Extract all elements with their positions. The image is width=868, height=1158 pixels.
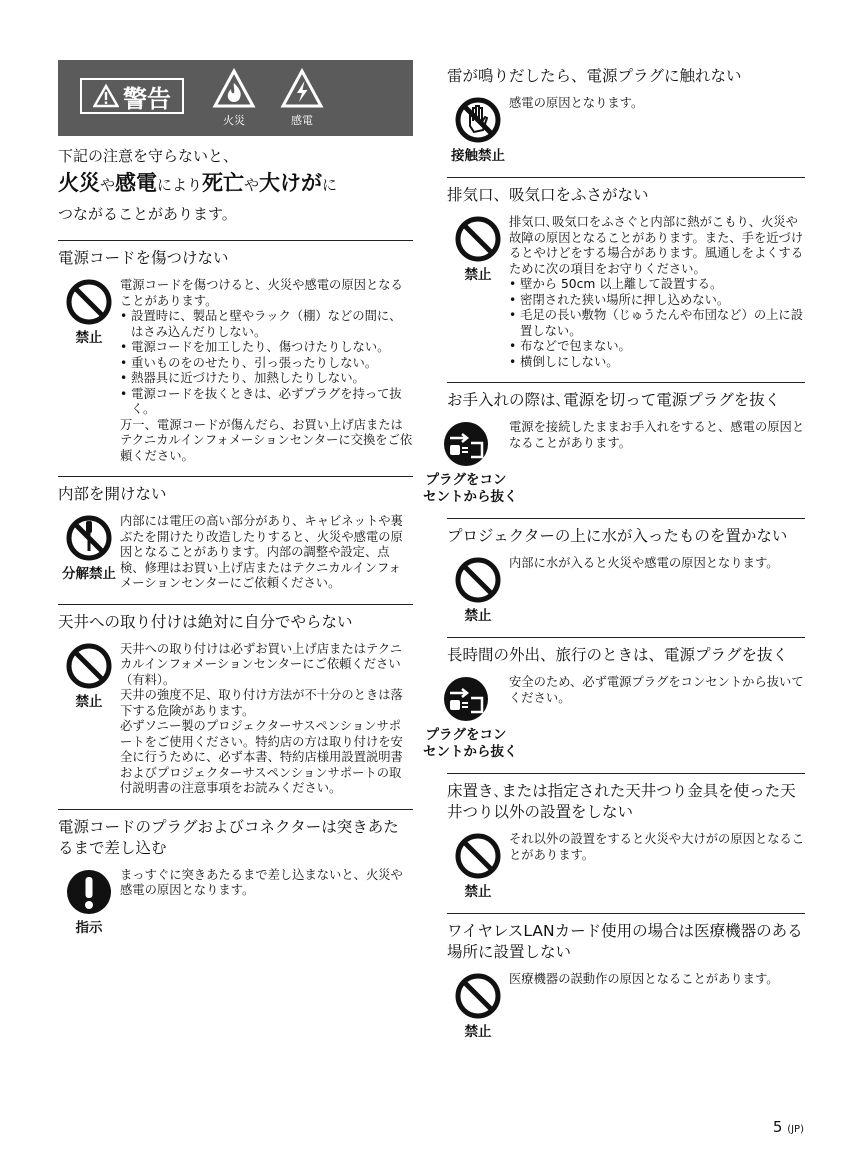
exclamation-icon [65, 868, 113, 916]
section-text: 排気口､吸気口をふさぐと内部に熱がこもり、火災や故障の原因となることがあります。また、手を近づけるとやけどをする場合があります。風通しをよくするために次の項目をお守りください。 [509, 215, 804, 276]
list-item: • 密閉された狭い場所に押し込めない。 [509, 293, 805, 309]
list-item: • 重いものをのせたり、引っ張ったりしない。 [120, 356, 413, 372]
unplug-icon [442, 420, 490, 468]
prohibition-symbol [447, 972, 509, 1041]
symbol-label: 禁止 [464, 884, 492, 900]
section-heading: 電源コードのプラグおよびコネクターは突きあたるまで差し込む [58, 817, 399, 857]
symbol-label: 禁止 [464, 1024, 492, 1040]
symbol-label: 指示 [75, 919, 103, 936]
intro-line-2: 火災や感電により死亡や大けがに [58, 171, 338, 195]
section-water [447, 518, 805, 625]
section-heading: 天井への取り付けは絶対に自分でやらない [58, 612, 353, 631]
prohibition-icon [454, 972, 502, 1020]
list-item: • 横倒しにしない。 [509, 355, 805, 371]
page-number-suffix: (JP) [787, 1124, 804, 1135]
section-power-cord [58, 240, 413, 464]
section-text: 感電の原因となります。 [509, 96, 644, 110]
right-column [423, 66, 805, 1053]
section-text: 内部に水が入ると火災や感電の原因となります。 [509, 556, 779, 570]
symbol-label: 禁止 [75, 330, 103, 346]
intro-line-3: つながることがあります。 [58, 205, 237, 223]
prohibition-icon [65, 642, 113, 690]
list-item: • 布などで包まない。 [509, 339, 805, 355]
unplug-symbol [423, 675, 518, 761]
section-heading: 雷が鳴りだしたら、電源プラグに触れない [447, 67, 742, 85]
page-number [773, 1118, 804, 1136]
warning-label-box [80, 78, 184, 114]
section-text: 天井の強度不足、取り付け方法が不十分のときは落下する危険があります。 [120, 688, 403, 718]
section-text: 医療機器の誤動作の原因となることがあります。 [509, 972, 779, 986]
section-mounting [447, 773, 805, 901]
prohibition-symbol [447, 832, 509, 901]
warning-banner [58, 60, 413, 136]
list-item: • 熱器具に近づけたり、加熱したりしない。 [120, 371, 413, 387]
section-heading: ワイヤレスLANカード使用の場合は医療機器のある場所に設置しない [447, 922, 803, 961]
section-plug-insert [58, 809, 413, 937]
no-disassembly-icon [65, 514, 113, 562]
section-text: 天井への取り付けは必ずお買い上げ店またはテクニカルインフォメーションセンターにご依頼ください（有料）。 [120, 641, 403, 687]
electric-shock-icon [280, 68, 324, 110]
section-heading: お手入れの際は､電源を切って電源プラグを抜く [447, 391, 781, 409]
section-text: 必ずソニー製のプロジェクターサスペンションサポートをご使用ください。特約店の方は取り付けを安全に行うために、必ず本書、特約店様用設置説明書およびプロジェクターサスペンションサポートの取付説明書の注意事項をお読みください。 [120, 719, 403, 795]
section-heading: 床置き､または指定された天井つり金具を使った天井つり以外の設置をしない [447, 782, 796, 821]
symbol-label: 分解禁止 [62, 566, 116, 582]
section-heading: 電源コードを傷つけない [58, 249, 229, 267]
shock-label: 感電 [291, 114, 313, 127]
section-heading: 排気口、吸気口をふさがない [447, 186, 649, 204]
left-column [58, 60, 413, 949]
section-text: 電源を接続したままお手入れをすると、感電の原因となることがあります。 [509, 420, 805, 450]
prohibition-icon [454, 215, 502, 263]
bullet-list [509, 277, 805, 370]
section-heading: 長時間の外出、旅行のときは、電源プラグを抜く [447, 646, 789, 664]
section-thunder [447, 66, 805, 165]
symbol-label: セントから抜く [423, 489, 518, 505]
fire-icon [212, 68, 256, 110]
prohibition-symbol [447, 556, 509, 625]
prohibition-icon [454, 832, 502, 880]
prohibition-symbol [447, 215, 509, 370]
prohibition-symbol [58, 278, 120, 464]
warning-triangle-icon [93, 84, 119, 108]
section-heading: プロジェクターの上に水が入ったものを置かない [447, 527, 788, 545]
unplug-symbol [423, 420, 518, 506]
prohibition-symbol [58, 642, 120, 797]
section-wireless-lan [447, 913, 805, 1041]
no-touch-icon [454, 96, 502, 144]
warning-label: 警告 [123, 84, 171, 113]
shock-hazard [276, 68, 328, 128]
symbol-label: セントから抜く [423, 744, 518, 760]
fire-label: 火災 [223, 114, 245, 127]
instruction-symbol [58, 868, 120, 937]
symbol-label: 禁止 [75, 693, 103, 710]
list-item: • 電源コードを抜くときは、必ずプラグを持って抜く。 [120, 387, 413, 418]
list-item: • 設置時に、製品と壁やラック（棚）などの間に、はさみ込んだりしない。 [120, 309, 413, 340]
section-do-not-open [58, 476, 413, 592]
section-vents [447, 177, 805, 370]
symbol-label: 禁止 [464, 267, 492, 283]
section-cleaning [423, 382, 805, 506]
list-item: • 電源コードを加工したり、傷つけたりしない。 [120, 340, 413, 356]
fire-hazard [208, 68, 260, 128]
contact-prohibited-symbol [447, 96, 509, 165]
symbol-label: プラグをコン [425, 727, 507, 743]
unplug-icon [442, 675, 490, 723]
disassembly-prohibited-symbol [58, 514, 120, 592]
section-text: 万一、電源コードが傷んだら、お買い上げ店またはテクニカルインフォメーションセンターに交換をご依頼ください。 [120, 417, 413, 463]
symbol-label: 禁止 [464, 608, 492, 624]
symbol-label: プラグをコン [425, 472, 507, 488]
section-absence [423, 637, 805, 761]
list-item: • 毛足の長い敷物（じゅうたんや布団など）の上に設置しない。 [509, 308, 805, 339]
section-text: 内部には電圧の高い部分があり、キャビネットや裏ぶたを開けたり改造したりすると、火災や感電の原因となることがあります。内部の調整や設定、点検、修理はお買い上げ店またはテクニカルインフォメーションセンターにご依頼ください。 [120, 514, 403, 590]
prohibition-icon [454, 556, 502, 604]
section-heading: 内部を開けない [58, 485, 167, 503]
section-ceiling-install [58, 604, 413, 797]
section-text: 電源コードを傷つけると、火災や感電の原因となることがあります。 [120, 278, 403, 308]
section-text: まっすぐに突きあたるまで差し込まないと、火災や感電の原因となります。 [120, 867, 403, 897]
bullet-list [120, 309, 413, 418]
section-text: 安全のため、必ず電源プラグをコンセントから抜いてください。 [509, 675, 804, 705]
intro-line-1: 下記の注意を守らないと、 [58, 147, 239, 165]
symbol-label: 接触禁止 [451, 148, 505, 164]
prohibition-icon [65, 278, 113, 326]
page-number-value: 5 [772, 1118, 783, 1136]
section-text: それ以外の設置をすると火災や大けがの原因となることがあります。 [509, 832, 805, 862]
list-item: • 壁から 50cm 以上離して設置する。 [509, 277, 805, 293]
